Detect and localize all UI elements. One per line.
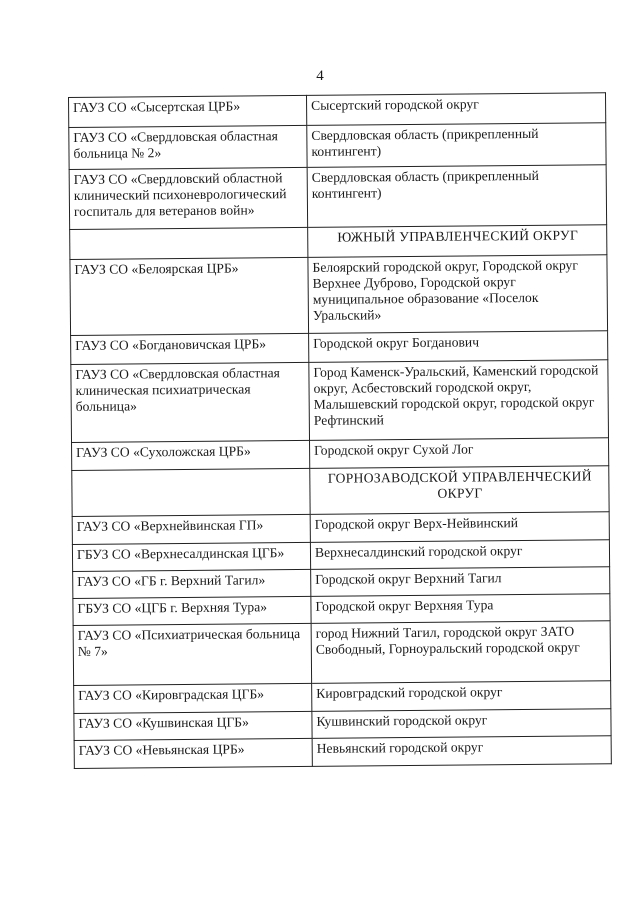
territory-cell: Сысертский городской округ	[306, 93, 605, 126]
table-row	[71, 360, 609, 443]
organization-cell: ГБУЗ СО «Верхнесалдинская ЦГБ»	[72, 542, 310, 571]
organization-cell: ГАУЗ СО «Кушвинская ЦГБ»	[74, 711, 312, 740]
territory-cell: Город Каменск-Уральский, Каменский городской округ, Асбестовский городской округ, Малышевский городской округ, городской округ Рефтинский	[309, 360, 609, 441]
organization-cell: ГАУЗ СО «Свердловский областной клинический психоневрологический госпиталь для ветеранов войн»	[69, 167, 308, 229]
territory-cell: Городской округ Верхний Тагил	[311, 567, 610, 597]
territory-cell: Городской округ Богданович	[309, 331, 608, 363]
territory-cell: Городской округ Сухой Лог	[310, 438, 609, 469]
section-heading-row	[70, 225, 607, 260]
table-row	[69, 93, 606, 128]
empty-cell	[70, 227, 308, 259]
organization-cell: ГАУЗ СО «ГБ г. Верхний Тагил»	[73, 569, 311, 598]
territory-cell: Верхнесалдинский городской округ	[310, 540, 609, 570]
page-number: 4	[316, 68, 324, 84]
organization-cell: ГАУЗ СО «Невьянская ЦРБ»	[74, 738, 312, 768]
section-heading-row	[72, 466, 609, 517]
table-row	[70, 255, 608, 336]
territory-cell: Кировградский городской округ	[312, 681, 611, 712]
organization-cell: ГАУЗ СО «Свердловская областная клиническая психиатрическая больница»	[71, 362, 310, 442]
organizations-table	[68, 92, 612, 769]
empty-cell	[72, 468, 310, 516]
section-heading: ЮЖНЫЙ УПРАВЛЕНЧЕСКИЙ ОКРУГ	[308, 225, 607, 258]
table-row	[71, 331, 608, 365]
territory-cell: Кушвинский городской округ	[312, 709, 611, 739]
table-row	[74, 736, 611, 769]
territory-cell: Невьянский городской округ	[312, 736, 611, 767]
territory-cell: Белоярский городской округ, Городской округ Верхнее Дуброво, Городской округ муниципальное образование «Поселок Уральский»	[308, 255, 608, 334]
organization-cell: ГАУЗ СО «Белоярская ЦРБ»	[70, 257, 309, 335]
territory-cell: город Нижний Тагил, городской округ ЗАТО Свободный, Горноуральский городской округ	[311, 621, 611, 684]
organization-cell: ГАУЗ СО «Свердловская областная больница № 2»	[69, 125, 307, 169]
territory-cell: Городской округ Верхняя Тура	[311, 594, 610, 624]
organization-cell: ГБУЗ СО «ЦГБ г. Верхняя Тура»	[73, 596, 311, 625]
organization-cell: ГАУЗ СО «Сысертская ЦРБ»	[69, 95, 307, 127]
section-heading: ГОРНОЗАВОДСКОЙ УПРАВЛЕНЧЕСКИЙ ОКРУГ	[310, 466, 609, 515]
territory-cell: Свердловская область (прикрепленный контингент)	[307, 165, 607, 228]
organization-cell: ГАУЗ СО «Кировградская ЦГБ»	[74, 683, 312, 713]
table-row	[69, 123, 606, 170]
organization-cell: ГАУЗ СО «Психиатрическая больница № 7»	[73, 623, 312, 685]
territory-cell: Свердловская область (прикрепленный контингент)	[307, 123, 606, 168]
organization-cell: ГАУЗ СО «Богдановичская ЦРБ»	[71, 333, 309, 364]
organization-cell: ГАУЗ СО «Верхнейвинская ГП»	[72, 514, 310, 544]
table-row	[69, 165, 607, 230]
organization-cell: ГАУЗ СО «Сухоложская ЦРБ»	[72, 440, 310, 470]
territory-cell: Городской округ Верх-Нейвинский	[310, 512, 609, 543]
table-row	[73, 621, 611, 686]
